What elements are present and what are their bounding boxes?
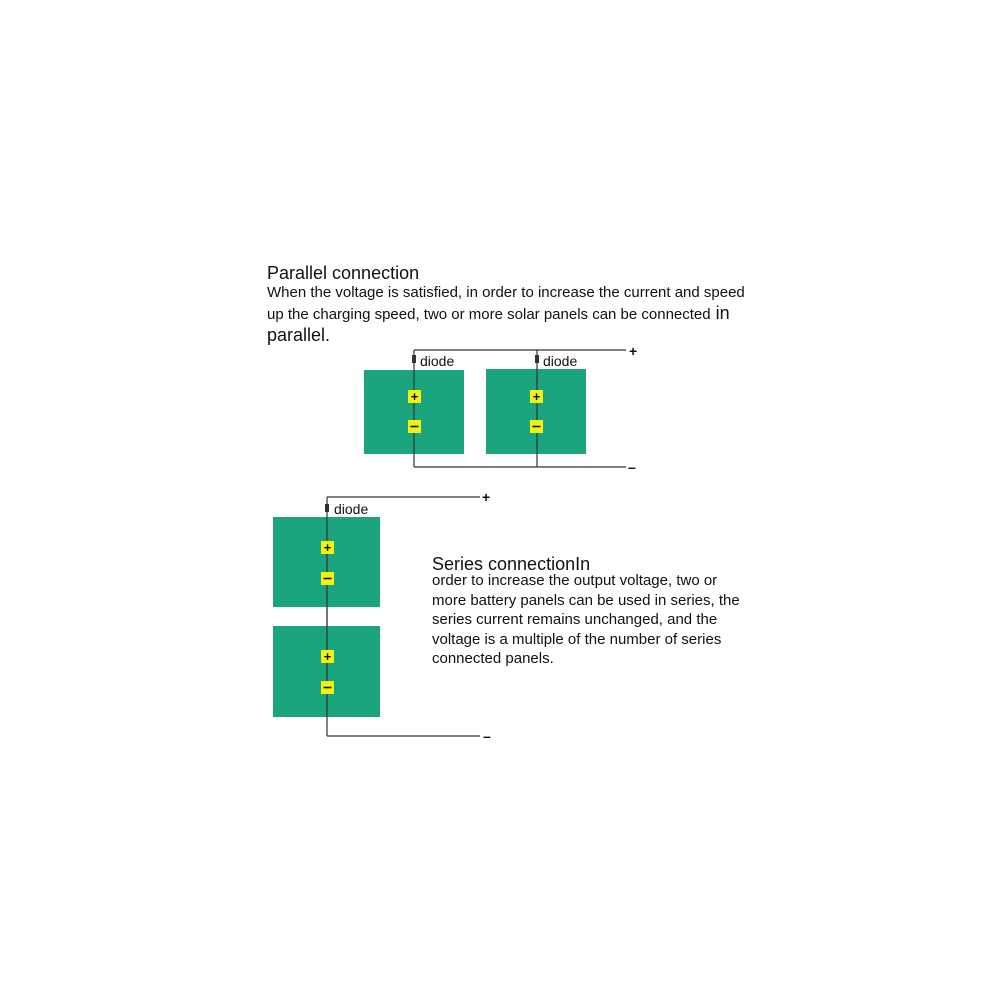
- series-panel-2-negative-terminal: [321, 681, 334, 694]
- parallel-description-tail: in parallel.: [267, 303, 730, 345]
- plus-sign-icon: +: [323, 649, 332, 664]
- series-panel-1-positive-terminal: [321, 540, 334, 555]
- series-panel-2-positive-terminal: [321, 649, 334, 664]
- parallel-panel-2-positive-terminal: [530, 389, 543, 404]
- series-title: Series connectionIn: [432, 554, 591, 574]
- parallel-panel-1-positive-terminal: [408, 389, 421, 404]
- series-diode-label: diode: [334, 501, 369, 517]
- parallel-title: Parallel connection: [267, 263, 420, 283]
- parallel-diode-2-label: diode: [543, 353, 578, 369]
- parallel-panel-1-negative-terminal: [408, 420, 421, 433]
- parallel-diode-2-icon: [535, 355, 539, 363]
- series-negative-output-label: –: [483, 728, 491, 744]
- parallel-diode-1-label: diode: [420, 353, 455, 369]
- parallel-positive-output-label: +: [629, 343, 638, 359]
- series-positive-output-label: +: [482, 489, 491, 505]
- plus-sign-icon: +: [532, 389, 541, 404]
- parallel-diode-1-icon: [412, 355, 416, 363]
- parallel-panel-2-negative-terminal: [530, 420, 543, 433]
- parallel-negative-output-label: –: [628, 459, 636, 475]
- parallel-solar-panel-2: [486, 369, 586, 454]
- series-diode-icon: [325, 504, 329, 512]
- plus-sign-icon: +: [410, 389, 419, 404]
- series-panel-1-negative-terminal: [321, 572, 334, 585]
- series-description: order to increase the output voltage, two or more battery panels can be used in series, the series current remains unchanged, and the voltage is a multiple of the number of series connected panels.: [432, 572, 740, 667]
- plus-sign-icon: +: [323, 540, 332, 555]
- parallel-description-main: When the voltage is satisfied, in order to increase the current and speed up the charging speed, two or more solar panels can be connected: [267, 284, 745, 323]
